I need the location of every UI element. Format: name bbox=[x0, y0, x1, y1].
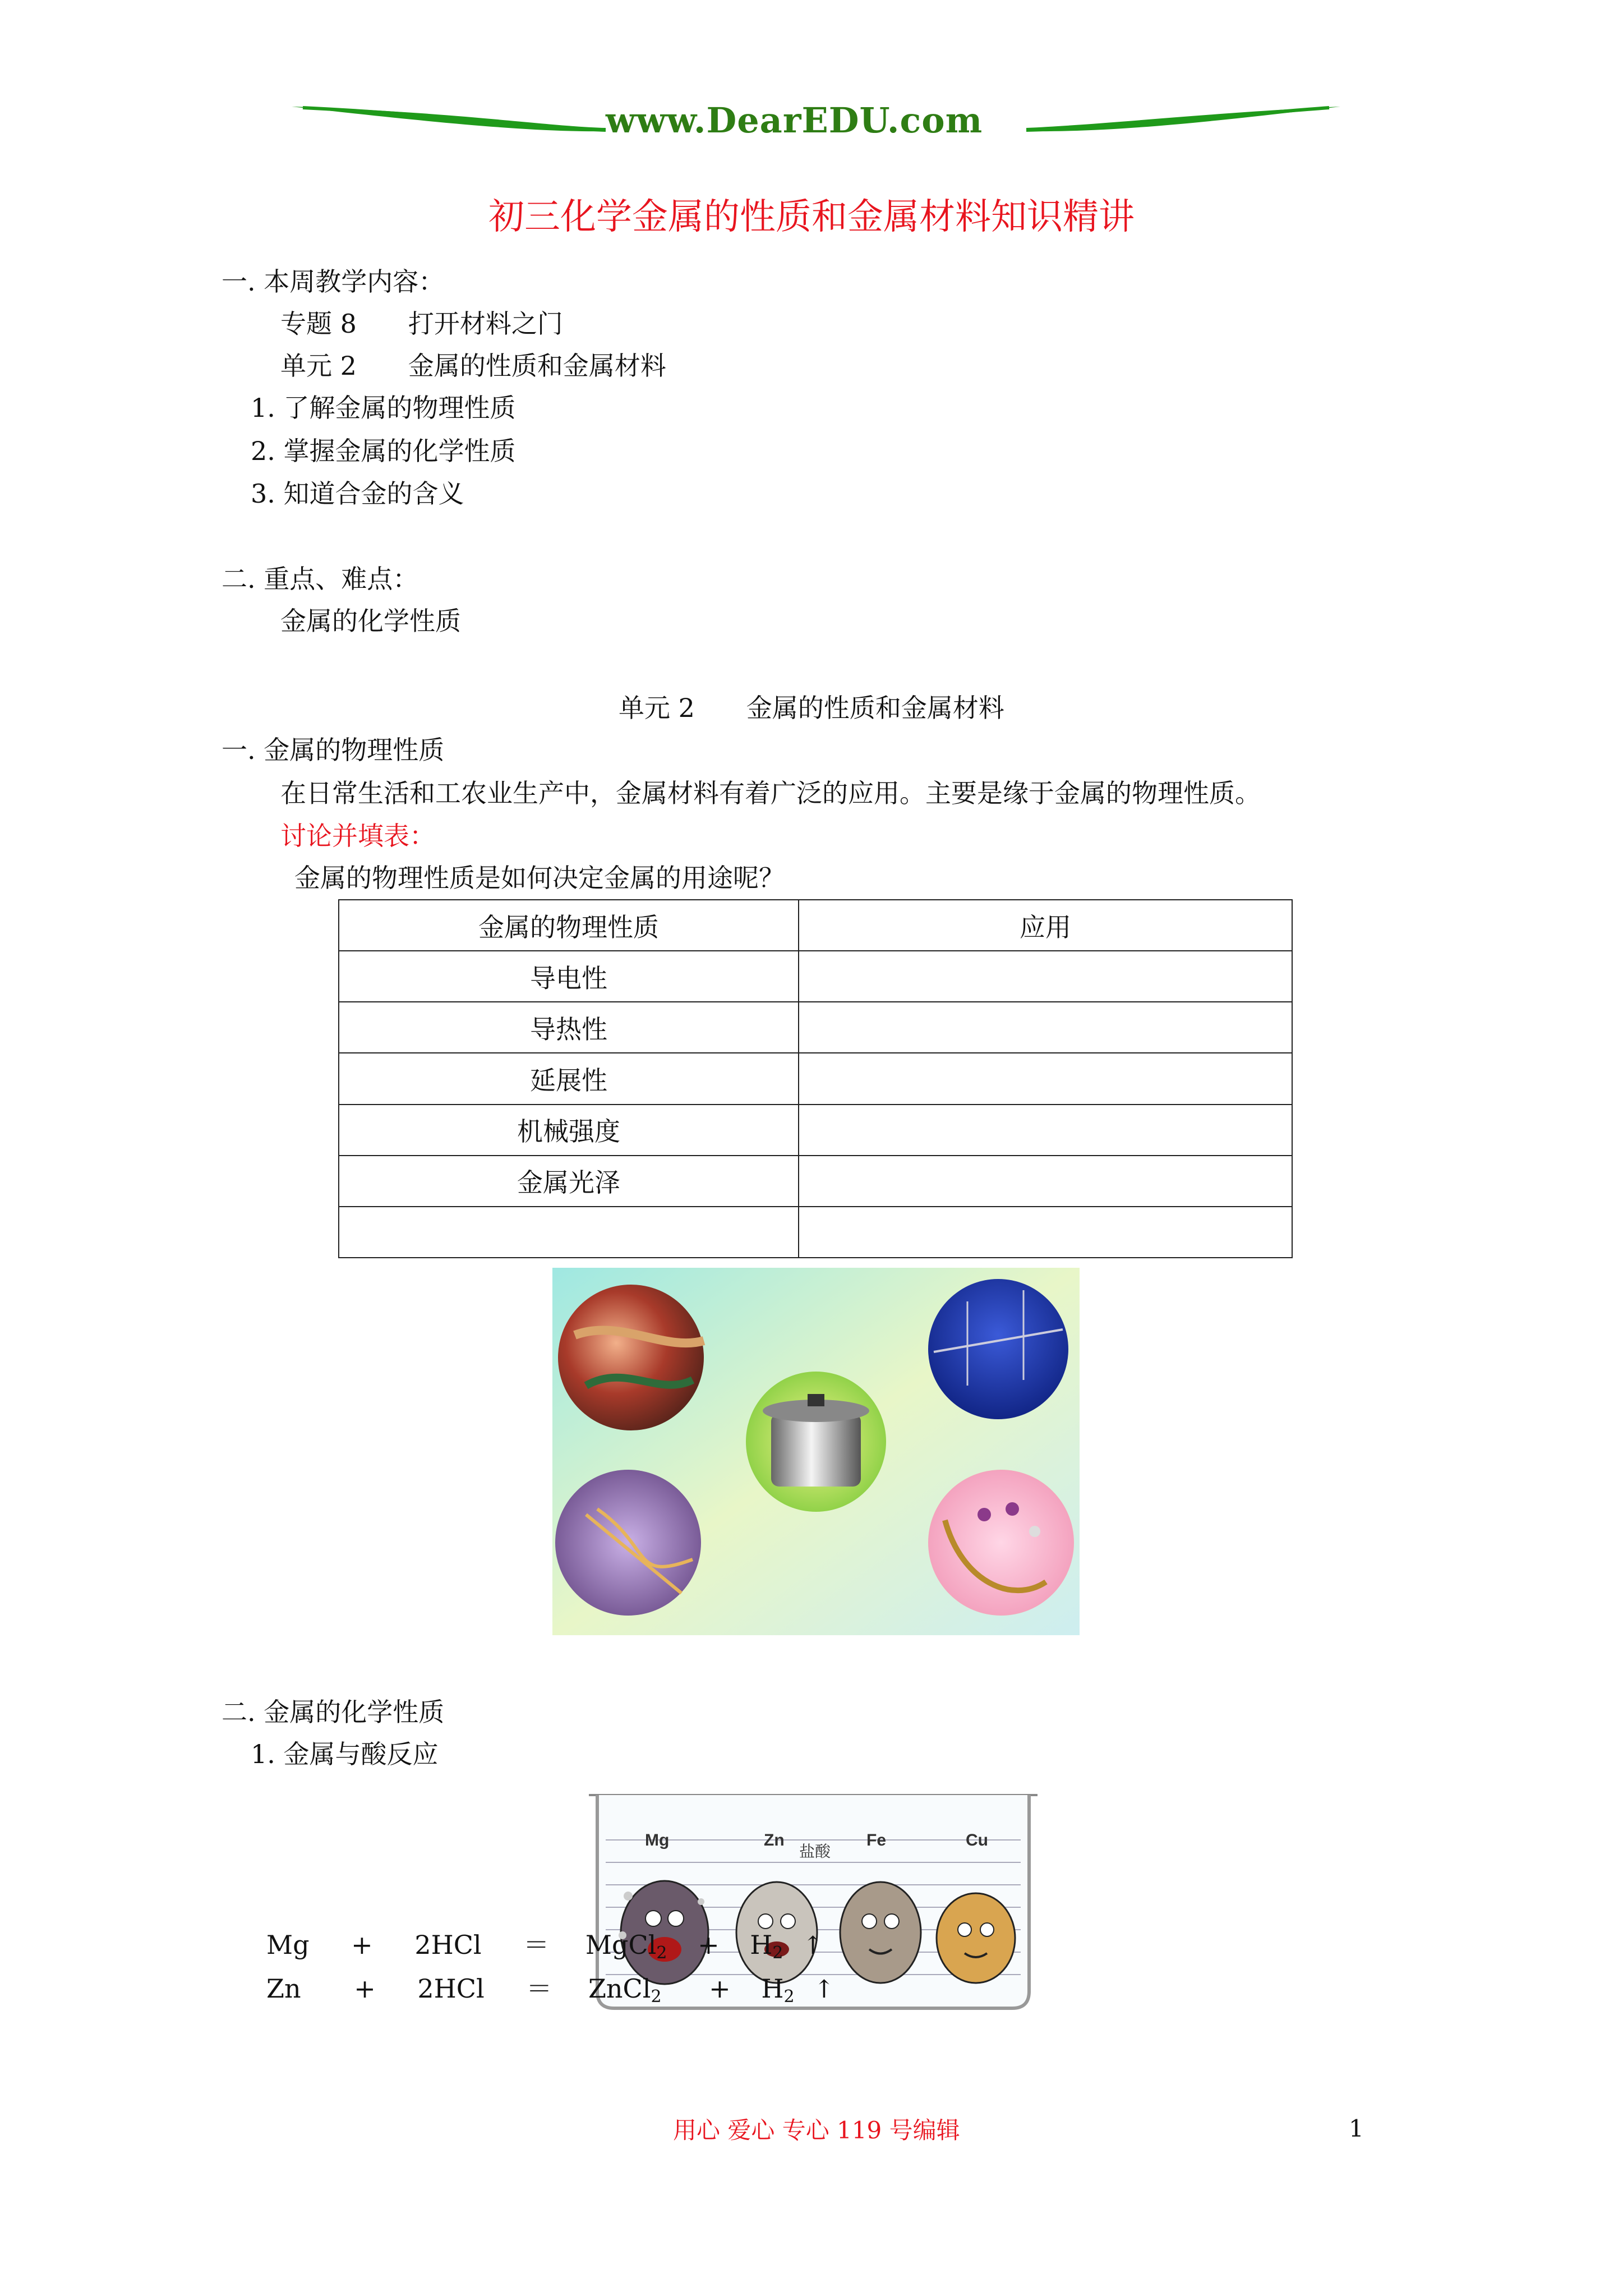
property-cell: 机械强度 bbox=[339, 1105, 799, 1156]
application-cell[interactable] bbox=[799, 1002, 1292, 1053]
beaker-label-cu: Cu bbox=[966, 1831, 988, 1849]
table-row bbox=[339, 1156, 1292, 1207]
question-text: 金属的物理性质是如何决定金属的用途呢？ bbox=[294, 863, 785, 893]
column-header-property: 金属的物理性质 bbox=[339, 900, 799, 951]
equation-mg-hcl: Mg + 2HCl ＝ MgCl$_2$ + $H_2$ ↑ bbox=[266, 1930, 823, 1963]
property-cell: 导电性 bbox=[339, 951, 799, 1002]
property-cell bbox=[339, 1207, 799, 1258]
intro-paragraph: 在日常生活和工农业生产中，金属材料有着广泛的应用。主要是缘于金属的物理性质。 bbox=[280, 778, 1261, 808]
application-cell[interactable] bbox=[799, 1105, 1292, 1156]
property-cell: 金属光泽 bbox=[339, 1156, 799, 1207]
gas-arrow-icon: ↑ bbox=[814, 1975, 835, 2004]
table-row bbox=[339, 1207, 1292, 1258]
list-item: 2. 掌握金属的化学性质 bbox=[251, 436, 516, 466]
column-header-application: 应用 bbox=[799, 900, 1292, 951]
gas-arrow-icon: ↑ bbox=[803, 1931, 823, 1960]
unit-line: 单元 2 金属的性质和金属材料 bbox=[280, 351, 666, 381]
beaker-label-acid: 盐酸 bbox=[799, 1842, 831, 1861]
beaker-label-fe: Fe bbox=[866, 1831, 887, 1849]
application-cell[interactable] bbox=[799, 1156, 1292, 1207]
application-cell[interactable] bbox=[799, 1053, 1292, 1104]
page-number: 1 bbox=[1349, 2115, 1364, 2142]
property-cell: 导热性 bbox=[339, 1002, 799, 1053]
application-cell[interactable] bbox=[799, 951, 1292, 1002]
table-row bbox=[339, 1105, 1292, 1156]
property-cell: 延展性 bbox=[339, 1053, 799, 1104]
equation-zn-hcl: Zn + 2HCl ＝ ZnCl$_2$ + $H_2$ ↑ bbox=[266, 1973, 835, 2007]
metal-uses-photo bbox=[552, 1268, 1080, 1635]
keypoint-text: 金属的化学性质 bbox=[280, 606, 461, 636]
table-row bbox=[339, 1002, 1292, 1053]
beaker-label-mg: Mg bbox=[645, 1831, 670, 1849]
section-heading-keypoints: 二. 重点、难点： bbox=[222, 564, 419, 594]
physical-properties-heading: 一. 金属的物理性质 bbox=[222, 735, 445, 765]
section-heading-content: 一. 本周教学内容： bbox=[222, 266, 445, 297]
list-item: 1. 了解金属的物理性质 bbox=[251, 393, 516, 423]
chemical-properties-heading: 二. 金属的化学性质 bbox=[222, 1697, 445, 1727]
beaker-label-zn: Zn bbox=[764, 1831, 785, 1849]
footer-text: 用心 爱心 专心 119 号编辑 bbox=[673, 2116, 960, 2144]
topic-line: 专题 8 打开材料之门 bbox=[280, 309, 563, 339]
site-logo-text[interactable]: www.DearEDU.com bbox=[606, 100, 983, 141]
list-item: 3. 知道合金的含义 bbox=[251, 478, 464, 509]
application-cell[interactable] bbox=[799, 1207, 1292, 1258]
discuss-label: 讨论并填表： bbox=[280, 821, 435, 851]
table-row bbox=[339, 951, 1292, 1002]
unit-section-title: 单元 2 金属的性质和金属材料 bbox=[619, 693, 1004, 723]
properties-table bbox=[338, 899, 1293, 1258]
table-header-row bbox=[339, 900, 1292, 951]
document-title: 初三化学金属的性质和金属材料知识精讲 bbox=[488, 196, 1135, 238]
metal-acid-subheading: 1. 金属与酸反应 bbox=[251, 1739, 439, 1769]
table-row bbox=[339, 1053, 1292, 1104]
